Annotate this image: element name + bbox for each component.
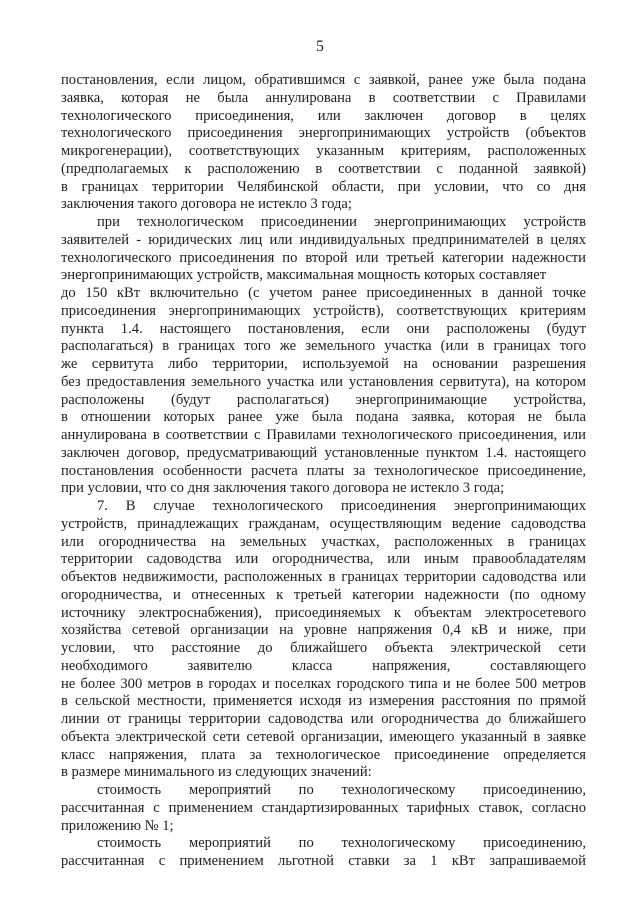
text-line: присоединения энергопринимающих устройств), соответствующих критериям	[61, 302, 586, 319]
page-number: 5	[316, 38, 324, 55]
text-line: аннулирована в соответствии с Правилами технологического присоединения, или	[61, 427, 586, 443]
document-body	[61, 72, 586, 871]
text-line: расположены (будут располагаться) энергопринимающие устройства,	[61, 391, 586, 408]
text-line: энергопринимающих устройств, максимальная мощность которых составляет	[61, 267, 547, 284]
text-line: постановления, если лицом, обратившимся с заявкой, ранее уже была подана	[61, 72, 586, 88]
text-line: рассчитанная с применением льготной ставки за 1 кВт запрашиваемой	[61, 853, 586, 869]
text-line: заключения такого договора не истекло 3 года;	[61, 196, 352, 213]
text-line: устройств, принадлежащих гражданам, осуществляющим ведение садоводства	[61, 515, 586, 532]
text-line: класс напряжения, плата за технологическое присоединение определяется	[61, 746, 586, 763]
text-line: 7. В случае технологического присоединения энергопринимающих	[97, 498, 586, 514]
text-line: (предполагаемых к расположению в соответствии с поданной заявкой)	[61, 160, 586, 177]
text-line: в границах территории Челябинской области, при условии, что со дня	[61, 178, 586, 195]
text-line: же сервитута либо территории, используемой на основании разрешения	[61, 356, 586, 372]
text-line: в сельской местности, применяется исходя из измерения расстояния по прямой	[61, 693, 586, 710]
text-line: технологического присоединения по второй или третьей категории надежности	[61, 249, 586, 266]
text-line: при технологическом присоединении энергопринимающих устройств	[97, 214, 586, 230]
text-line: стоимость мероприятий по технологическому присоединению,	[97, 782, 586, 798]
text-line: без предоставления земельного участка или установления сервитута), на котором	[61, 373, 586, 390]
text-line: рассчитанная с применением стандартизированных тарифных ставок, согласно	[61, 799, 586, 816]
text-line: стоимость мероприятий по технологическому присоединению,	[97, 835, 586, 852]
text-line: территории садоводства или огородничества, или иным правообладателям	[61, 551, 586, 568]
text-line: в отношении которых ранее уже была подана заявка, которая не была	[61, 409, 586, 426]
text-line: источнику электроснабжения), присоединяемых к объектам электросетевого	[61, 604, 586, 621]
text-line: пункта 1.4. настоящего постановления, если они расположены (будут	[61, 320, 586, 337]
text-line: не более 300 метров в городах и поселках городского типа и не более 500 метров	[61, 675, 586, 692]
text-line: линии от границы территории садоводства или огородничества до ближайшего	[61, 711, 586, 727]
text-line: необходимого заявителю класса напряжения, составляющего	[61, 657, 586, 674]
text-line: располагаться) в границах того же земельного участка (или в границах того	[61, 338, 586, 355]
text-line: до 150 кВт включительно (с учетом ранее присоединенных в данной точке	[61, 285, 586, 301]
text-line: постановления особенности расчета платы за технологическое присоединение,	[61, 462, 586, 479]
text-line: огородничества, и отнесенных к третьей категории надежности (по одному	[61, 586, 586, 603]
text-line: условии, что расстояние до ближайшего объекта электрической сети	[61, 640, 586, 656]
text-line: заключен договор, предусматривающий установленные пунктом 1.4. настоящего	[61, 444, 586, 461]
text-line: объектов недвижимости, расположенных в границах территории садоводства или	[61, 569, 586, 585]
text-line: заявителей - юридических лиц или индивидуальных предпринимателей в целях	[61, 231, 586, 248]
text-line: приложению № 1;	[61, 817, 174, 834]
text-line: объекта электрической сети сетевой организации, имеющего указанный в заявке	[61, 728, 586, 745]
text-line: в размере минимального из следующих значений:	[61, 764, 372, 781]
text-line: технологического присоединения энергопринимающих устройств (объектов	[61, 125, 586, 142]
text-line: или огородничества на земельных участках, расположенных в границах	[61, 533, 586, 550]
text-line: технологического присоединения, или заключен договор в целях	[61, 107, 586, 124]
text-line: при условии, что со дня заключения такого договора не истекло 3 года;	[61, 480, 505, 497]
text-line: микрогенерации), соответствующих указанным критериям, расположенных	[61, 143, 586, 159]
text-line: хозяйства сетевой организации на уровне напряжения 0,4 кВ и ниже, при	[61, 622, 586, 639]
text-line: заявка, которая не была аннулирована в соответствии с Правилами	[61, 89, 586, 106]
